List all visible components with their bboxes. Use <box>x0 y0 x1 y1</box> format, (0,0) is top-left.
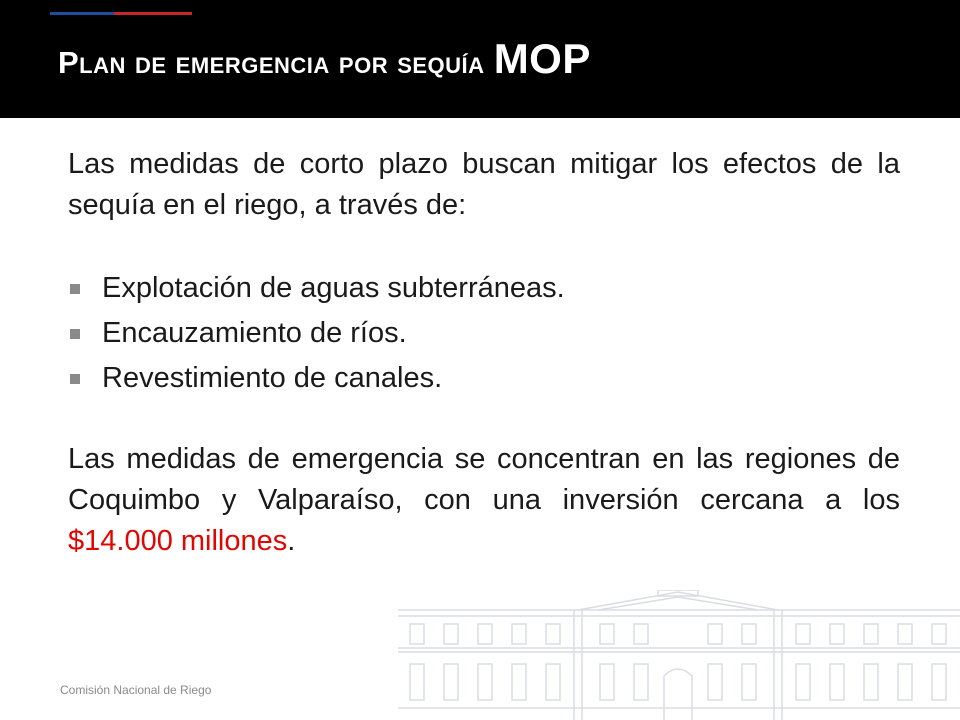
list-item-text: Encauzamiento de ríos. <box>102 317 407 349</box>
footer-label: Comisión Nacional de Riego <box>60 683 212 697</box>
closing-text: Las medidas de emergencia se concentran en las regiones de Coquimbo y Valparaíso, con una inversión cercana a los <box>68 443 900 516</box>
list-item <box>68 266 900 311</box>
flag-stripe <box>50 12 192 15</box>
square-bullet-icon <box>70 284 80 294</box>
building-facade-sketch <box>398 590 960 720</box>
closing-period: . <box>287 525 296 557</box>
investment-amount: $14.000 millones <box>68 525 288 557</box>
slide-title <box>58 35 591 82</box>
square-bullet-icon <box>70 374 80 384</box>
flag-stripe-blue <box>50 12 114 15</box>
closing-paragraph <box>68 439 900 562</box>
list-item <box>68 356 900 401</box>
list-item-text: Explotación de aguas subterráneas. <box>102 272 565 304</box>
square-bullet-icon <box>70 329 80 339</box>
measures-list <box>68 266 900 401</box>
title-banner <box>0 0 960 118</box>
list-item-text: Revestimiento de canales. <box>102 362 443 394</box>
slide-body <box>68 144 900 562</box>
list-item <box>68 311 900 356</box>
intro-paragraph: Las medidas de corto plazo buscan mitigar los efectos de la sequía en el riego, a través de: <box>68 148 900 221</box>
flag-stripe-red <box>114 12 192 15</box>
slide-title-main: Plan de emergencia por sequía <box>58 45 485 80</box>
slide-title-mop: MOP <box>493 35 591 82</box>
